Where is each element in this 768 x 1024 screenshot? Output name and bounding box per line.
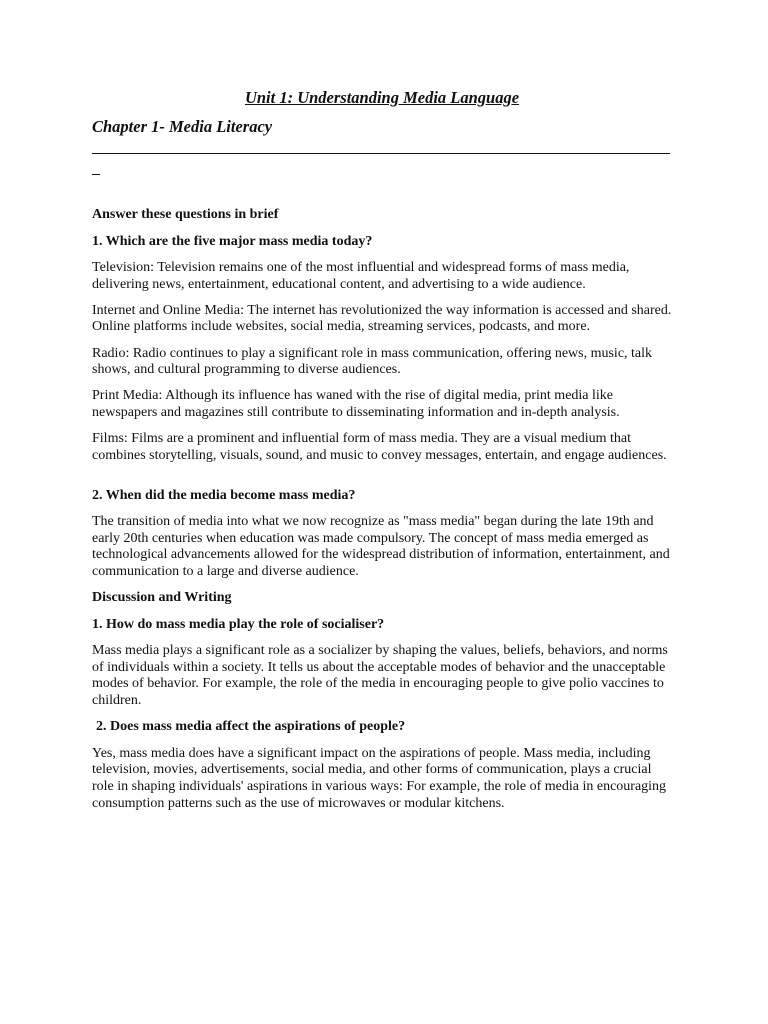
answer-films: Films: Films are a prominent and influential form of mass media. They are a visual medium that combines storytelling, visuals, sound, and music to convey messages, entertain, and engage audiences. <box>92 430 667 463</box>
section-heading-discussion: Discussion and Writing <box>92 590 232 606</box>
document-body <box>92 207 672 822</box>
chapter-title: Chapter 1- Media Literacy <box>92 117 273 136</box>
question-socialiser: 1. How do mass media play the role of socialiser? <box>92 616 385 632</box>
question-media-become-mass: 2. When did the media become mass media? <box>92 487 356 503</box>
answer-media-become-mass: The transition of media into what we now recognize as "mass media" began during the late 19th and early 20th centuries when education was made compulsory. The concept of mass media emerged as technological advancements allowed for the widespread distribution of information, entertainment, and communication to a large and diverse audience. <box>92 514 670 579</box>
section-heading-brief: Answer these questions in brief <box>92 207 279 222</box>
horizontal-rule <box>92 153 670 154</box>
unit-title: Unit 1: Understanding Media Language <box>244 88 520 107</box>
answer-radio: Radio: Radio continues to play a significant role in mass communication, offering news, music, talk shows, and cultural programming to diverse audiences. <box>92 345 653 378</box>
question-aspirations: 2. Does mass media affect the aspirations of people? <box>96 719 406 735</box>
answer-print-media: Print Media: Although its influence has waned with the rise of digital media, print media like newspapers and magazines still contribute to disseminating information and in-depth analysis. <box>92 388 620 420</box>
answer-television: Television: Television remains one of the most influential and widespread forms of mass media, delivering news, entertainment, educational content, and advertising to a wide audience. <box>92 260 630 292</box>
answer-socialiser: Mass media plays a significant role as a socializer by shaping the values, beliefs, behaviors, and norms of individuals within a society. It tells us about the acceptable modes of behavior and the unacceptable modes of behavior. For example, the role of the media in encouraging people to give polio vaccines to children. <box>92 643 668 709</box>
spacer <box>92 474 672 488</box>
horizontal-rule-stub <box>92 174 100 175</box>
question-five-mass-media: 1. Which are the five major mass media today? <box>92 233 373 249</box>
answer-aspirations: Yes, mass media does have a significant impact on the aspirations of people. Mass media, including television, movies, advertisements, social media, and other forms of communication, plays a crucial role in shaping individuals' aspirations in various ways: For example, the role of media in encouraging consumption patterns such as the use of microwaves or modular kitchens. <box>92 745 667 811</box>
answer-internet: Internet and Online Media: The internet has revolutionized the way information is accessed and shared. Online platforms include websites, social media, streaming services, podcasts, and more. <box>92 302 672 335</box>
